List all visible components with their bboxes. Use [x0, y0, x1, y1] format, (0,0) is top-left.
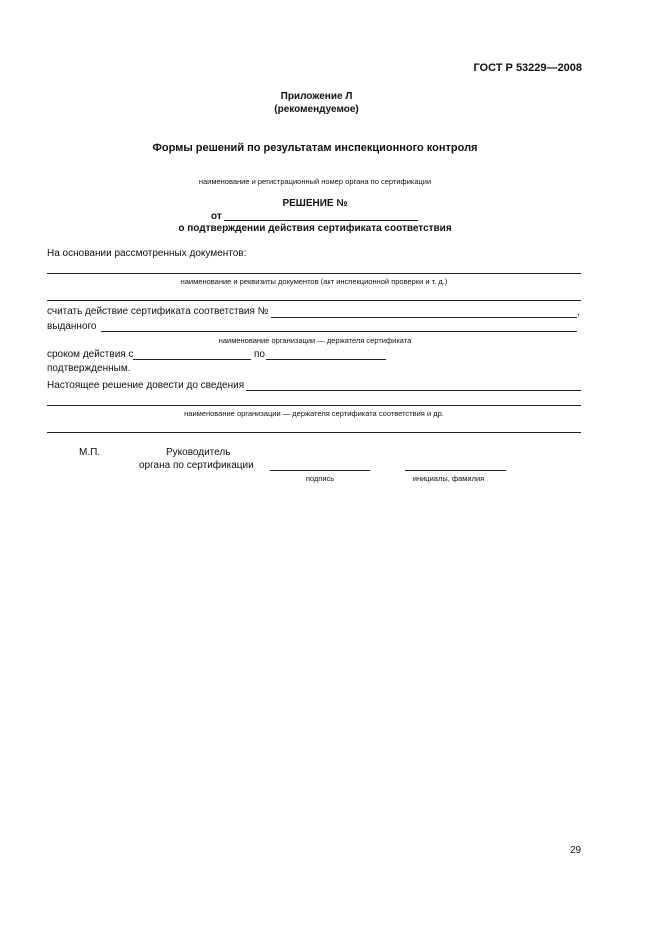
issued-label: выданного: [47, 321, 97, 332]
decision-subject: о подтверждении действия сертификата соответствия: [178, 223, 452, 234]
confirmed-text: подтвержденным.: [47, 363, 131, 374]
date-line: [224, 220, 418, 221]
appendix-title: Приложение Л: [280, 91, 353, 102]
authority-caption: наименование и регистрационный номер органа по сертификации: [198, 177, 432, 186]
decision-title: РЕШЕНИЕ №: [282, 198, 348, 209]
certificate-number-line: [271, 317, 577, 318]
holder-caption: наименование организации — держателя сертификата: [218, 336, 412, 345]
to-label: по: [254, 349, 265, 360]
notify-text: Настоящее решение довести до сведения: [47, 380, 245, 391]
validity-to-line: [266, 359, 386, 360]
comma: ,: [577, 307, 580, 318]
name-line: [405, 470, 506, 471]
head-title-line2: органа по сертификации: [139, 460, 254, 471]
documents-line-2: [47, 300, 581, 301]
appendix-status: (рекомендуемое): [274, 104, 359, 115]
signature-line: [270, 470, 370, 471]
holder-line: [101, 331, 577, 332]
standard-id: ГОСТ Р 53229—2008: [473, 62, 582, 74]
notify-line-3: [47, 432, 581, 433]
from-label: от: [211, 211, 222, 222]
documents-line: [47, 273, 581, 274]
head-title-line1: Руководитель: [166, 447, 231, 458]
notify-caption: наименование организации — держателя сертификата соответствия и др.: [184, 409, 444, 418]
page-number: 29: [570, 845, 582, 856]
section-title: Формы решений по результатам инспекционного контроля: [152, 142, 478, 154]
notify-line: [246, 390, 581, 391]
notify-line-2: [47, 405, 581, 406]
name-caption: инициалы, фамилия: [412, 474, 485, 483]
basis-text: На основании рассмотренных документов:: [47, 248, 247, 259]
documents-caption: наименование и реквизиты документов (акт инспекционной проверки и т. д.): [180, 277, 448, 286]
stamp-label: М.П.: [79, 447, 101, 458]
signature-caption: подпись: [305, 474, 335, 483]
consider-text: считать действие сертификата соответствия №: [47, 306, 269, 317]
validity-from-line: [133, 359, 251, 360]
validity-label: сроком действия с: [47, 349, 134, 360]
